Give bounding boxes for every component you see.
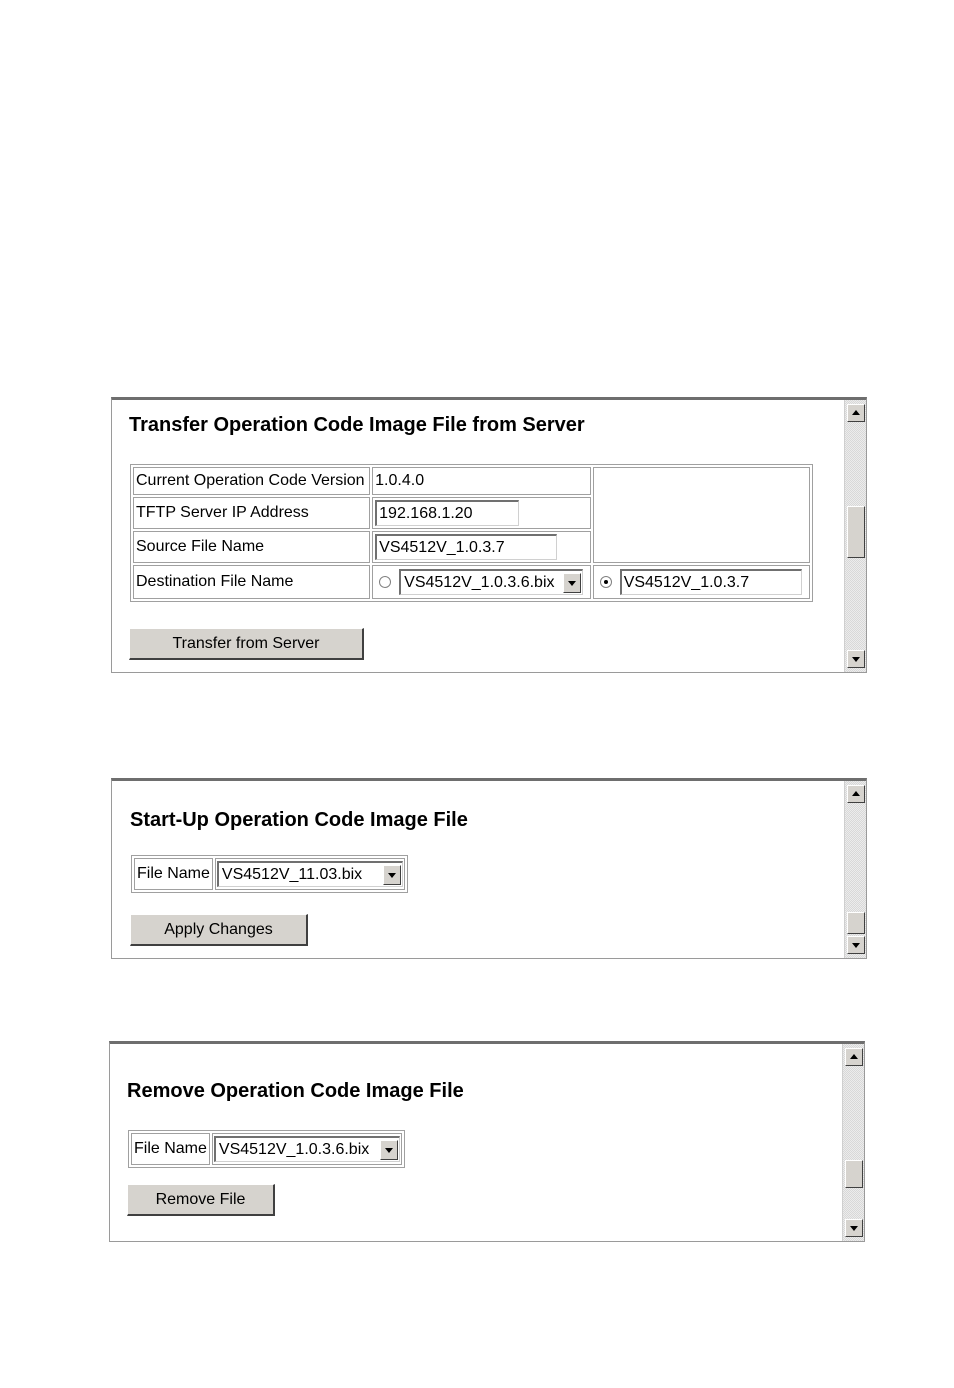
startup-select-value: VS4512V_11.03.bix: [221, 865, 363, 883]
destination-select-value: VS4512V_1.0.3.6.bix: [404, 573, 555, 591]
startup-panel-title: Start-Up Operation Code Image File: [130, 809, 468, 831]
arrow-down-icon[interactable]: [847, 936, 865, 954]
scrollbar-thumb[interactable]: [845, 1160, 863, 1188]
tftp-label: TFTP Server IP Address: [133, 497, 370, 529]
startup-file-select-cell: [215, 858, 405, 890]
chevron-down-icon[interactable]: [383, 865, 401, 885]
destination-file-input[interactable]: VS4512V_1.0.3.7: [620, 569, 802, 595]
startup-panel: [111, 778, 867, 959]
remove-file-button[interactable]: Remove File: [127, 1184, 275, 1216]
remove-file-select[interactable]: [214, 1136, 400, 1162]
empty-cell: [593, 467, 810, 563]
tftp-input[interactable]: 192.168.1.20: [375, 500, 519, 526]
transfer-panel: [111, 397, 867, 673]
transfer-form-table: [130, 464, 813, 602]
current-version-label: Current Operation Code Version: [133, 467, 370, 495]
remove-panel: [109, 1041, 865, 1242]
scrollbar-thumb[interactable]: [847, 506, 865, 558]
startup-form-table: [131, 855, 408, 893]
apply-changes-button[interactable]: Apply Changes: [130, 914, 308, 946]
arrow-down-icon[interactable]: [847, 650, 865, 668]
transfer-from-server-button[interactable]: Transfer from Server: [129, 628, 364, 660]
startup-panel-scrollbar[interactable]: [844, 781, 866, 958]
arrow-up-icon[interactable]: [847, 785, 865, 803]
source-file-input[interactable]: VS4512V_1.0.3.7: [375, 534, 557, 560]
scrollbar-thumb[interactable]: [847, 912, 865, 934]
chevron-down-icon[interactable]: [563, 573, 581, 593]
destination-file-select[interactable]: [399, 569, 583, 595]
startup-file-select[interactable]: [217, 861, 403, 887]
startup-file-name-label: File Name: [134, 858, 213, 890]
arrow-up-icon[interactable]: [847, 404, 865, 422]
source-cell: [372, 531, 591, 563]
chevron-down-icon[interactable]: [380, 1140, 398, 1160]
remove-panel-title: Remove Operation Code Image File: [127, 1080, 464, 1102]
current-version-value: 1.0.4.0: [372, 467, 591, 495]
transfer-panel-title: Transfer Operation Code Image File from Server: [129, 414, 585, 436]
destination-select-cell: [372, 565, 591, 599]
remove-form-table: [128, 1130, 405, 1168]
tftp-cell: [372, 497, 591, 529]
destination-label: Destination File Name: [133, 565, 370, 599]
destination-select-radio[interactable]: [379, 576, 391, 588]
transfer-panel-scrollbar[interactable]: [844, 400, 866, 672]
remove-file-select-cell: [212, 1133, 402, 1165]
source-label: Source File Name: [133, 531, 370, 563]
destination-text-cell: [593, 565, 810, 599]
arrow-up-icon[interactable]: [845, 1048, 863, 1066]
destination-text-radio[interactable]: [600, 576, 612, 588]
remove-panel-scrollbar[interactable]: [842, 1044, 864, 1241]
remove-file-name-label: File Name: [131, 1133, 210, 1165]
arrow-down-icon[interactable]: [845, 1219, 863, 1237]
remove-select-value: VS4512V_1.0.3.6.bix: [218, 1140, 370, 1158]
